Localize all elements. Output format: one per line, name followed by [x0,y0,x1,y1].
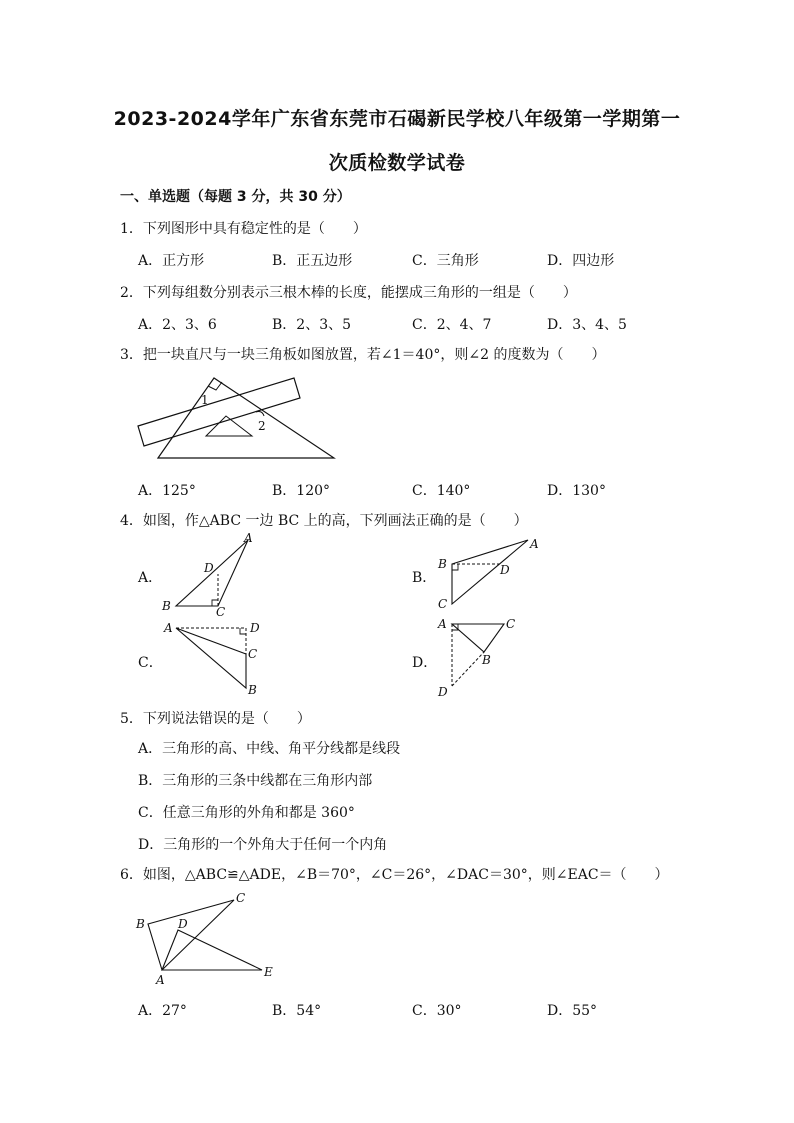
q3-option-d[interactable]: D．130° [547,483,606,499]
q4d-label-d: D [438,685,448,699]
q6-label-e: E [264,965,273,979]
q3-option-a[interactable]: A．125° [138,483,196,499]
question-6-stem: 6．如图，△ABC≌△ADE，∠B＝70°，∠C＝26°，∠DAC＝30°，则∠EAC＝（ ） [120,867,669,883]
q1-option-b[interactable]: B．正五边形 [272,253,353,269]
q6-label-d: D [178,917,188,931]
q4a-label-d: D [204,561,214,575]
q6-congruent-triangles-figure [134,890,284,986]
q4b-label-b: B [438,557,447,571]
q3-angle2-arc [256,412,264,417]
q1-option-c[interactable]: C．三角形 [412,253,479,269]
q3-ruler-triangle-figure [134,372,344,464]
q1-option-d[interactable]: D．四边形 [547,253,615,269]
question-5-stem: 5．下列说法错误的是（ ） [120,711,311,727]
q6-option-a[interactable]: A．27° [138,1003,187,1019]
q4c-label-d: D [250,621,260,635]
q6-option-d[interactable]: D．55° [547,1003,598,1019]
q4-option-a-letter[interactable]: A． [138,570,163,586]
q5-option-a[interactable]: A．三角形的高、中线、角平分线都是线段 [138,741,401,757]
exam-title-line1: 2023-2024学年广东省东莞市石碣新民学校八年级第一学期第一 [113,108,681,130]
q2-option-c[interactable]: C．2、4、7 [412,317,492,333]
q4a-label-a: A [244,531,253,545]
q4-option-b-letter[interactable]: B． [412,570,437,586]
q4-figure-d [436,614,536,700]
q5-option-c[interactable]: C．任意三角形的外角和都是 360° [138,805,355,821]
q4d-label-c: C [506,617,516,631]
q4-figure-a [156,530,266,620]
q3-option-c[interactable]: C．140° [412,483,471,499]
question-1-stem: 1．下列图形中具有稳定性的是（ ） [120,221,367,237]
section-heading: 一、单选题（每题 3 分，共 30 分） [120,189,351,205]
q4d-label-b: B [482,653,491,667]
q6-triangle-abc [148,900,234,970]
q5-option-d[interactable]: D．三角形的一个外角大于任何一个内角 [138,837,388,853]
q4-figure-b [436,534,546,614]
q4-option-d-letter[interactable]: D． [412,655,438,671]
q4b-label-d: D [500,563,510,577]
q4c-label-b: B [248,683,257,697]
q6-option-c[interactable]: C．30° [412,1003,462,1019]
q4c-label-c: C [248,647,258,661]
q2-option-d[interactable]: D．3、4、5 [547,317,627,333]
q6-label-a: A [156,973,165,986]
q2-option-b[interactable]: B．2、3、5 [272,317,352,333]
q4a-label-c: C [216,605,226,619]
q4-figure-c [160,618,270,698]
q4-option-c-letter[interactable]: C． [138,655,163,671]
q4b-label-c: C [438,597,448,611]
q4d-label-a: A [438,617,447,631]
q5-option-b[interactable]: B．三角形的三条中线都在三角形内部 [138,773,373,789]
q3-option-b[interactable]: B．120° [272,483,331,499]
question-2-stem: 2．下列每组数分别表示三根木棒的长度，能摆成三角形的一组是（ ） [120,285,577,301]
q1-option-a[interactable]: A．正方形 [138,253,205,269]
q6-option-b[interactable]: B．54° [272,1003,322,1019]
q3-angle2-label: 2 [258,419,266,433]
q3-angle1-label: 1 [201,393,209,407]
question-4-stem: 4．如图，作△ABC 一边 BC 上的高，下列画法正确的是（ ） [120,513,528,529]
q2-option-a[interactable]: A．2、3、6 [138,317,217,333]
exam-title-line2: 次质检数学试卷 [328,152,466,174]
q6-label-b: B [136,917,145,931]
question-3-stem: 3．把一块直尺与一块三角板如图放置，若∠1＝40°，则∠2 的度数为（ ） [120,347,606,363]
q4b-label-a: A [530,537,539,551]
q6-triangle-ade [162,930,262,970]
q4c-label-a: A [164,621,173,635]
q6-label-c: C [236,891,246,905]
q4a-label-b: B [162,599,171,613]
